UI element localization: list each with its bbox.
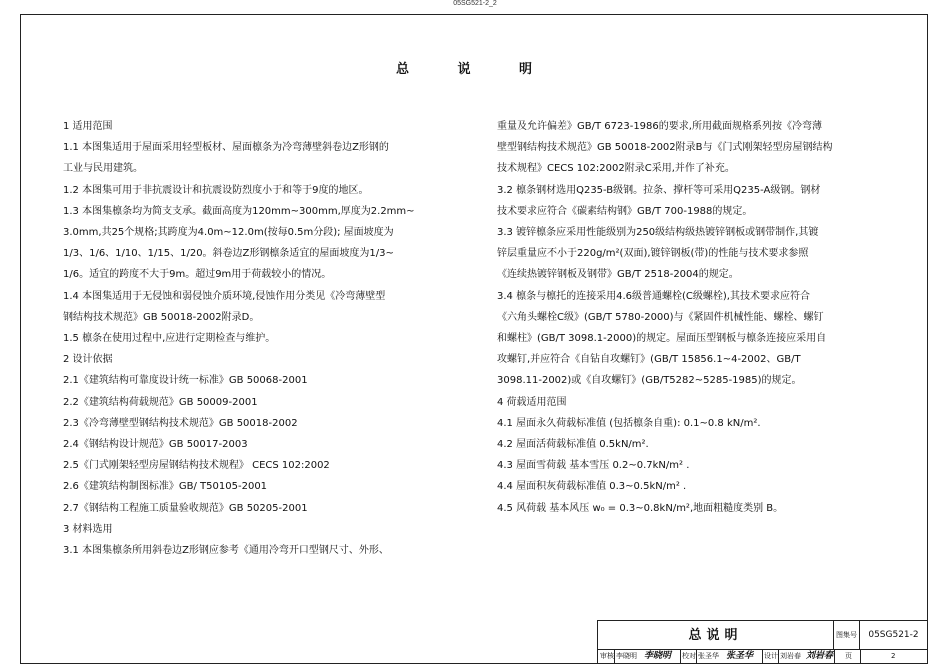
text-line: 2.6《建筑结构制图标准》GB/ T50105-2001 (63, 481, 268, 493)
text-line: 1/6。适宜的跨度不大于9m。超过9m用于荷载较小的情况。 (63, 269, 332, 281)
text-line: 3.4 檩条与檩托的连接采用4.6级普通螺栓(C级螺栓),其技术要求应符合 (497, 290, 810, 302)
text-line: 技术要求应符合《碳素结构钢》GB/T 700-1988的规定。 (497, 205, 753, 217)
text-line: 和螺柱》(GB/T 3098.1-2000)的规定。屋面压型钢板与檩条连接应采用自 (497, 333, 827, 344)
text-line: 4.5 风荷载 基本风压 w₀ = 0.3~0.8kN/m²,地面粗糙度类别 B。 (497, 502, 784, 514)
file-label: 05SG521-2_2 (453, 0, 497, 7)
reviewer-signature: 李晓明 (644, 651, 672, 661)
text-line: 4.4 屋面积灰荷载标准值 0.3~0.5kN/m² . (497, 481, 687, 493)
text-line: 工业与民用建筑。 (63, 163, 143, 175)
text-line: 钢结构技术规范》GB 50018-2002附录D。 (63, 311, 260, 323)
text-line: 4 荷载适用范围 (497, 396, 567, 408)
title-block-name: 总说明 (598, 621, 834, 650)
text-line: 攻螺钉,并应符合《自钻自攻螺钉》(GB/T 15856.1~4-2002、GB/T (497, 354, 801, 366)
text-line: 3.1 本图集檩条所用斜卷边Z形钢应参考《通用冷弯开口型钢尺寸、外形、 (63, 545, 389, 556)
text-line: 技术规程》CECS 102:2002附录C采用,并作了补充。 (497, 163, 735, 175)
check-label: 校对 (682, 652, 696, 660)
text-line: 1.2 本图集可用于非抗震设计和抗震设防烈度小于和等于9度的地区。 (63, 184, 369, 196)
page-label: 页 (845, 652, 852, 660)
review-label: 审核 (600, 652, 614, 660)
divider (762, 650, 763, 663)
text-line: 1.5 檩条在使用过程中,应进行定期检查与维护。 (63, 333, 276, 344)
design-label: 设计 (764, 652, 778, 660)
text-line: 3.2 檩条钢材选用Q235-B级钢。拉条、撑杆等可采用Q235-A级钢。钢材 (497, 184, 821, 196)
text-line: 2.2《建筑结构荷载规范》GB 50009-2001 (63, 396, 258, 408)
text-line: 3.3 镀锌檩条应采用性能级别为250级结构级热镀锌钢板或钢带制作,其镀 (497, 227, 819, 238)
page-number: 2 (891, 652, 896, 660)
text-line: 2.5《门式刚架轻型房屋钢结构技术规程》 CECS 102:2002 (63, 460, 330, 472)
text-line: 1.1 本图集适用于屋面采用轻型板材、屋面檩条为冷弯薄壁斜卷边Z形钢的 (63, 142, 389, 154)
text-line: 2.1《建筑结构可靠度设计统一标准》GB 50068-2001 (63, 375, 308, 387)
checker: 张圣华 (698, 652, 719, 660)
text-line: 4.2 屋面活荷载标准值 0.5kN/m². (497, 439, 649, 450)
set-number: 05SG521-2 (860, 621, 927, 650)
reviewer: 李晓明 (616, 652, 637, 660)
designer-signature: 刘岩春 (806, 651, 834, 661)
text-line: 3098.11-2002)或《自攻螺钉》(GB/T5282~5285-1985)的规定。 (497, 375, 802, 387)
text-line: 3.0mm,共25个规格;其跨度为4.0m~12.0m(按每0.5m分段); 屋面坡度为 (63, 227, 394, 238)
divider (614, 650, 615, 663)
divider (778, 650, 779, 663)
text-line: 4.3 屋面雪荷载 基本雪压 0.2~0.7kN/m² . (497, 460, 690, 472)
divider (860, 650, 861, 663)
text-line: 4.1 屋面永久荷载标准值 (包括檩条自重): 0.1~0.8 kN/m². (497, 417, 761, 429)
divider (696, 650, 697, 663)
text-line: 1/3、1/6、1/10、1/15、1/20。斜卷边Z形钢檩条适宜的屋面坡度为1/3~ (63, 248, 394, 260)
divider (834, 650, 835, 663)
text-line: 2.4《钢结构设计规范》GB 50017-2003 (63, 439, 248, 450)
text-line: 1.3 本图集檩条均为简支支承。截面高度为120mm~300mm,厚度为2.2mm~ (63, 205, 415, 217)
text-line: 1 适用范围 (63, 121, 113, 132)
text-line: 《六角头螺栓C级》(GB/T 5780-2000)与《紧固件机械性能、螺栓、螺钉 (497, 311, 824, 323)
text-line: 2 设计依据 (63, 354, 113, 366)
designer: 刘岩春 (780, 652, 801, 660)
set-label: 图集号 (834, 621, 860, 650)
signature-row (598, 650, 929, 663)
divider (680, 650, 681, 663)
text-line: 《连续热镀锌钢板及钢带》GB/T 2518-2004的规定。 (497, 269, 739, 281)
text-line: 2.7《钢结构工程施工质量验收规范》GB 50205-2001 (63, 502, 308, 514)
title-block (597, 620, 928, 664)
page-title: 总 说 明 (395, 62, 555, 77)
text-line: 壁型钢结构技术规范》GB 50018-2002附录B与《门式刚架轻型房屋钢结构 (497, 142, 833, 154)
text-line: 重量及允许偏差》GB/T 6723-1986的要求,所用截面规格系列按《冷弯薄 (497, 121, 822, 132)
text-line: 3 材料选用 (63, 523, 113, 535)
text-line: 1.4 本图集适用于无侵蚀和弱侵蚀介质环境,侵蚀作用分类见《冷弯薄壁型 (63, 290, 386, 302)
checker-signature: 张圣华 (726, 651, 754, 661)
text-line: 锌层重量应不小于220g/m²(双面),镀锌钢板(带)的性能与技术要求参照 (497, 248, 809, 260)
text-line: 2.3《冷弯薄壁型钢结构技术规范》GB 50018-2002 (63, 417, 298, 429)
